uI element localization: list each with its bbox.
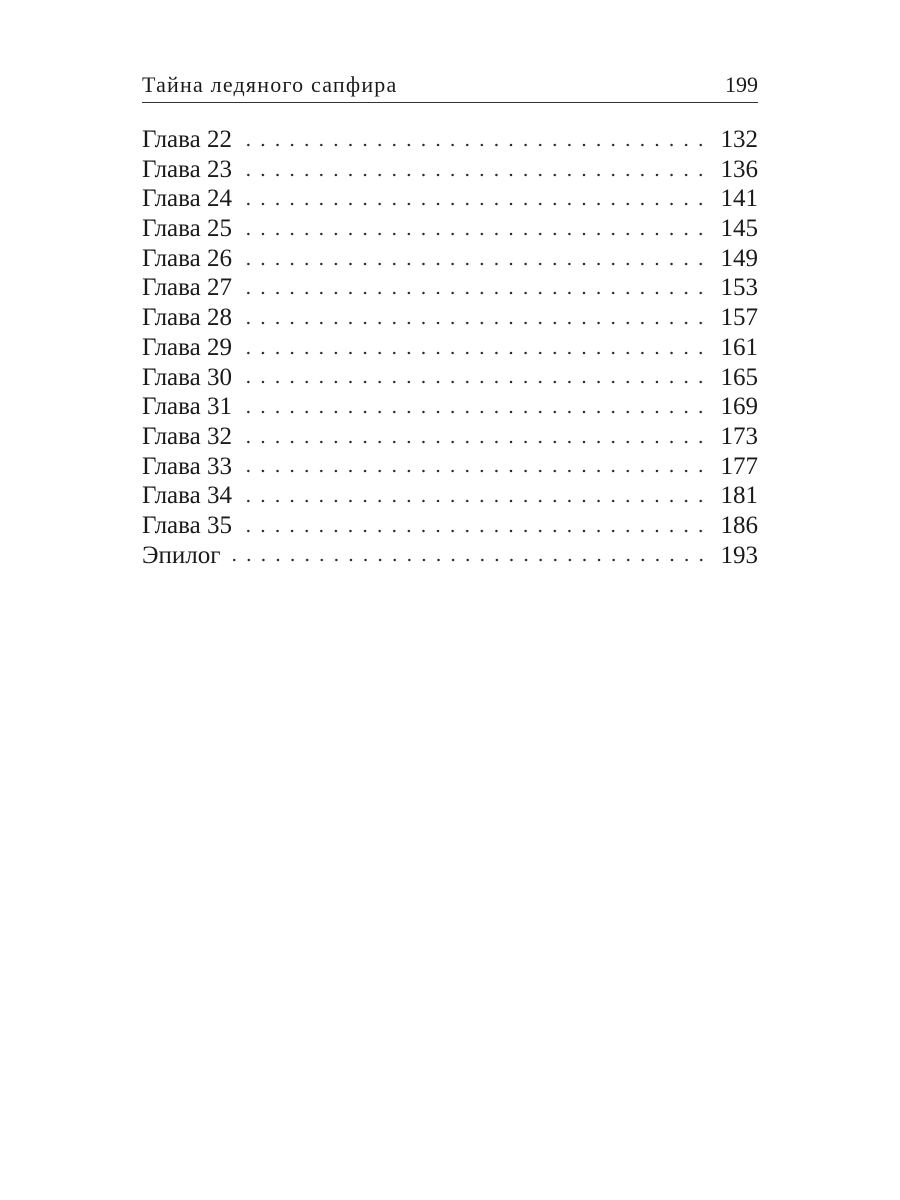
- toc-entry[interactable]: [142, 392, 758, 422]
- toc-entry[interactable]: [142, 303, 758, 333]
- toc-entry[interactable]: [142, 363, 758, 393]
- toc-entry-page: 186: [720, 511, 758, 539]
- dot-leader: [244, 201, 708, 207]
- toc-entry[interactable]: [142, 511, 758, 541]
- toc-entry-page: 193: [720, 541, 758, 569]
- toc-entry-title: Глава 29: [142, 333, 232, 361]
- dot-leader: [244, 498, 708, 504]
- toc-entry-title: Глава 23: [142, 155, 232, 183]
- toc-entry-page: 165: [720, 363, 758, 391]
- toc-entry-page: 149: [720, 244, 758, 272]
- toc-entry-title: Глава 31: [142, 393, 232, 421]
- toc-entry-page: 177: [720, 452, 758, 480]
- toc-entry-page: 173: [720, 422, 758, 450]
- dot-leader: [244, 142, 708, 148]
- toc-entry-title: Глава 35: [142, 511, 232, 539]
- toc-entry-title: Глава 27: [142, 274, 232, 302]
- toc-entry[interactable]: [142, 422, 758, 452]
- page-number: 199: [725, 72, 758, 97]
- dot-leader: [244, 379, 708, 385]
- toc-entry-title: Эпилог: [142, 541, 221, 569]
- running-header: [142, 64, 758, 103]
- toc-entry-title: Глава 25: [142, 215, 232, 243]
- toc-entry-title: Глава 33: [142, 452, 232, 480]
- toc-entry-page: 136: [720, 155, 758, 183]
- toc-entry-page: 153: [720, 274, 758, 302]
- dot-leader: [244, 350, 708, 356]
- book-page: [142, 64, 758, 570]
- toc-entry-title: Глава 22: [142, 126, 232, 153]
- toc-entry[interactable]: [142, 244, 758, 274]
- dot-leader: [244, 172, 708, 178]
- toc-entry[interactable]: [142, 333, 758, 363]
- dot-leader: [244, 468, 708, 474]
- dot-leader: [244, 439, 708, 445]
- dot-leader: [244, 231, 708, 237]
- toc-entry-page: 145: [720, 215, 758, 243]
- toc-entry[interactable]: [142, 452, 758, 482]
- toc-entry-page: 181: [720, 482, 758, 510]
- dot-leader: [244, 290, 708, 296]
- dot-leader: [233, 557, 709, 563]
- toc-entry-page: 169: [720, 393, 758, 421]
- dot-leader: [244, 261, 708, 267]
- running-title: Тайна ледяного сапфира: [142, 72, 398, 97]
- toc-entry[interactable]: [142, 541, 758, 571]
- toc-entry-page: 132: [720, 126, 758, 153]
- toc-entry-title: Глава 26: [142, 244, 232, 272]
- toc-entry[interactable]: [142, 125, 758, 155]
- toc-entry[interactable]: [142, 184, 758, 214]
- toc-entry-title: Глава 30: [142, 363, 232, 391]
- toc-entry[interactable]: [142, 481, 758, 511]
- toc-entry-page: 161: [720, 333, 758, 361]
- toc-entry-title: Глава 24: [142, 185, 232, 213]
- toc-entry-title: Глава 28: [142, 304, 232, 332]
- dot-leader: [244, 528, 708, 534]
- toc-entry[interactable]: [142, 273, 758, 303]
- toc-entry-page: 141: [720, 185, 758, 213]
- toc-entry-page: 157: [720, 304, 758, 332]
- toc-entry-title: Глава 32: [142, 422, 232, 450]
- dot-leader: [244, 409, 708, 415]
- toc-entry[interactable]: [142, 214, 758, 244]
- toc-entry[interactable]: [142, 155, 758, 185]
- table-of-contents: [142, 125, 758, 570]
- toc-entry-title: Глава 34: [142, 482, 232, 510]
- dot-leader: [244, 320, 708, 326]
